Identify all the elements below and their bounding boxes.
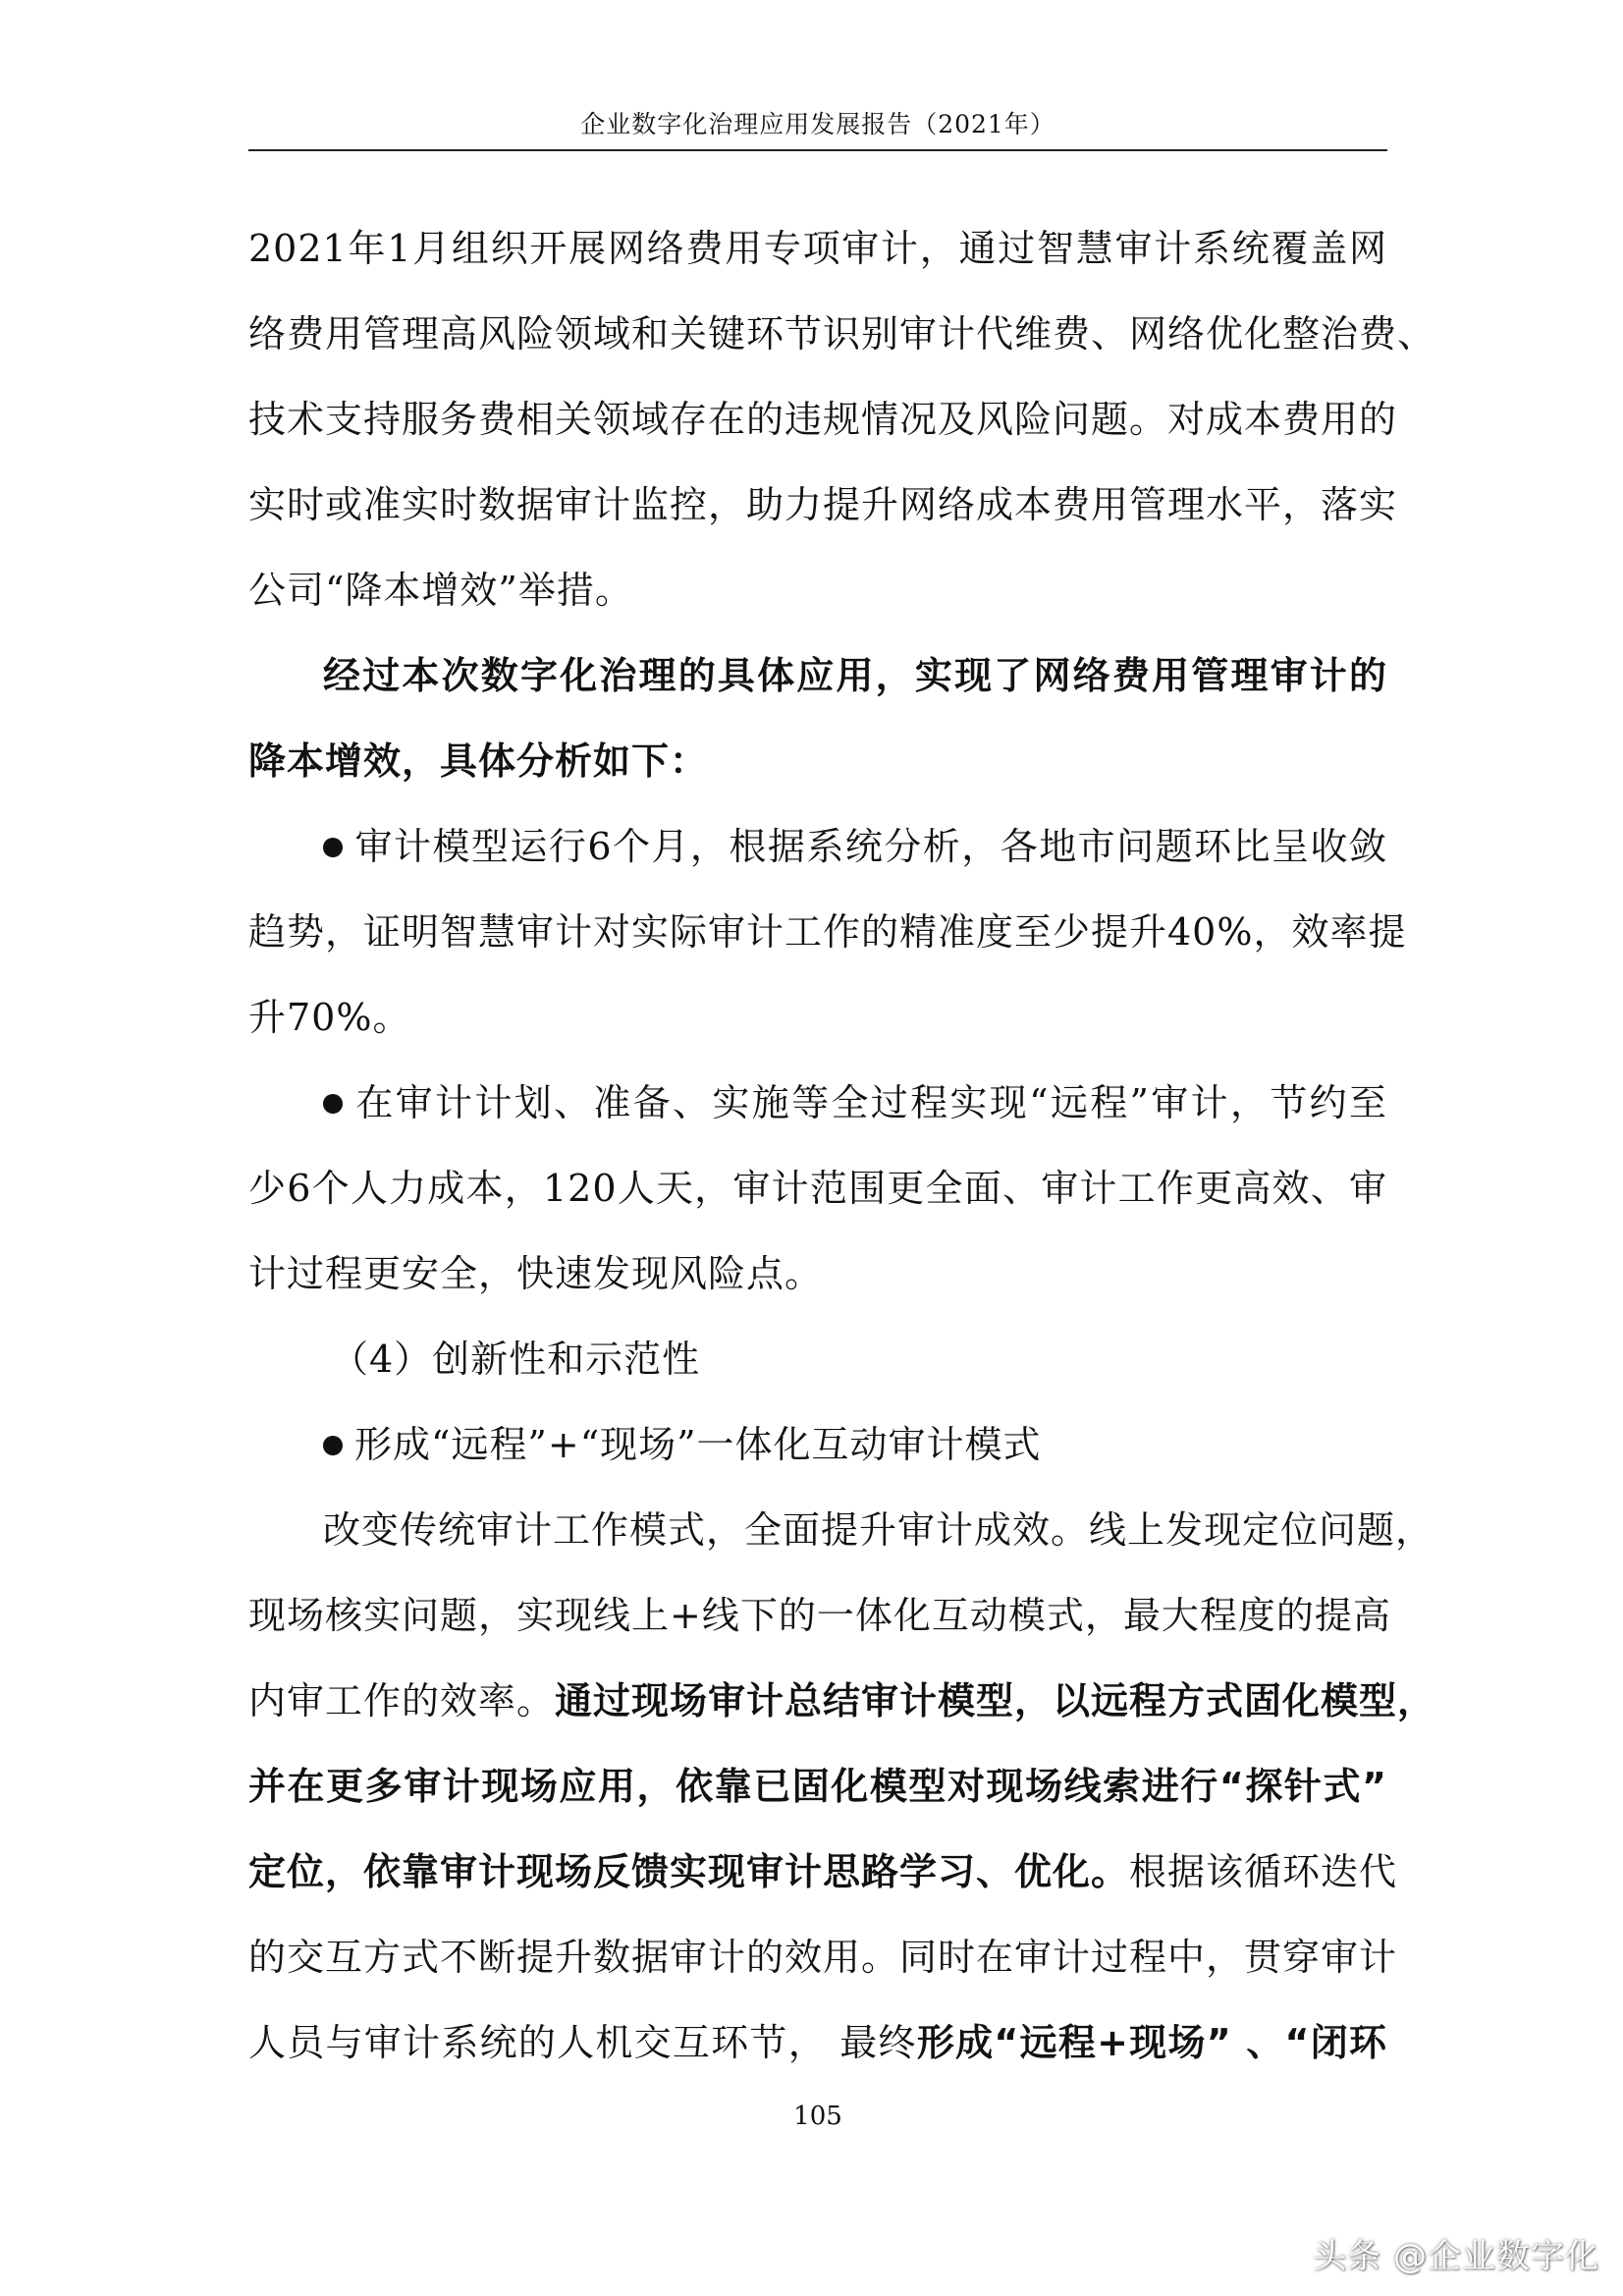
- paragraph-line: [248, 1830, 1398, 1915]
- paragraph-line: 趋势，证明智慧审计对实际审计工作的精准度至少提升40%，效率提: [248, 910, 1407, 954]
- bullet-text: 形成“远程”+“现场”一体化互动审计模式: [354, 1423, 1042, 1466]
- paragraph-line: 少6个人力成本，120人天，审计范围更全面、审计工作更高效、审: [248, 1167, 1387, 1210]
- bullet-item: [248, 804, 1387, 890]
- body-text: [248, 206, 1436, 2086]
- paragraph-line: 技术支持服务费相关领域存在的违规情况及风险问题。对成本费用的: [248, 398, 1398, 441]
- paragraph-line: 实时或准实时数据审计监控，助力提升网络成本费用管理水平，落实: [248, 483, 1398, 526]
- normal-text: 根据该循环迭代: [1129, 1850, 1398, 1893]
- paragraph-line: 升70%。: [248, 996, 411, 1039]
- normal-text: 人员与审计系统的人机交互环节， 最终: [248, 2021, 917, 2064]
- summary-line: 经过本次数字化治理的具体应用，实现了网络费用管理审计的: [323, 654, 1387, 697]
- emphasis-text: 通过现场审计总结审计模型，以远程方式固化模型，: [555, 1679, 1436, 1722]
- paragraph-line: [248, 1659, 1436, 1744]
- emphasis-text: 定位，依靠审计现场反馈实现审计思路学习、优化。: [248, 1850, 1130, 1893]
- bullet-item: [248, 1061, 1387, 1146]
- paragraph-line: 2021年1月组织开展网络费用专项审计，通过智慧审计系统覆盖网: [248, 227, 1387, 270]
- bullet-item: [248, 1402, 1387, 1488]
- bullet-dot-icon: [323, 838, 343, 857]
- bullet-dot-icon: [323, 1436, 343, 1455]
- emphasis-line: 并在更多审计现场应用，依靠已固化模型对现场线索进行“探针式”: [248, 1765, 1387, 1808]
- paragraph-line: 计过程更安全，快速发现风险点。: [248, 1252, 824, 1295]
- section-heading: （4）创新性和示范性: [331, 1338, 701, 1381]
- watermark: 头条 @企业数字化: [1313, 2237, 1599, 2276]
- paragraph-line: [248, 2000, 1387, 2086]
- bullet-text: 在审计计划、准备、实施等全过程实现“远程”审计，节约至: [354, 1081, 1387, 1124]
- bullet-dot-icon: [323, 1094, 343, 1114]
- header-rule: [248, 149, 1387, 151]
- paragraph-line: 现场核实问题，实现线上+线下的一体化互动模式，最大程度的提高: [248, 1594, 1391, 1637]
- normal-text: 内审工作的效率。: [248, 1679, 556, 1722]
- paragraph-line: 络费用管理高风险领域和关键环节识别审计代维费、网络优化整治费、: [248, 312, 1436, 355]
- paragraph-line: 改变传统审计工作模式，全面提升审计成效。线上发现定位问题，: [323, 1508, 1434, 1552]
- paragraph-line: 公司“降本增效”举措。: [248, 569, 633, 612]
- summary-line: 降本增效，具体分析如下：: [248, 739, 709, 783]
- emphasis-text: 形成“远程+现场” 、“闭环: [916, 2021, 1387, 2064]
- bullet-text: 审计模型运行6个月，根据系统分析，各地市问题环比呈收敛: [354, 825, 1387, 868]
- running-header: 企业数字化治理应用发展报告（2021年）: [580, 110, 1055, 138]
- paragraph-line: 的交互方式不断提升数据审计的效用。同时在审计过程中，贯穿审计: [248, 1936, 1398, 1979]
- page-number: 105: [793, 2102, 842, 2131]
